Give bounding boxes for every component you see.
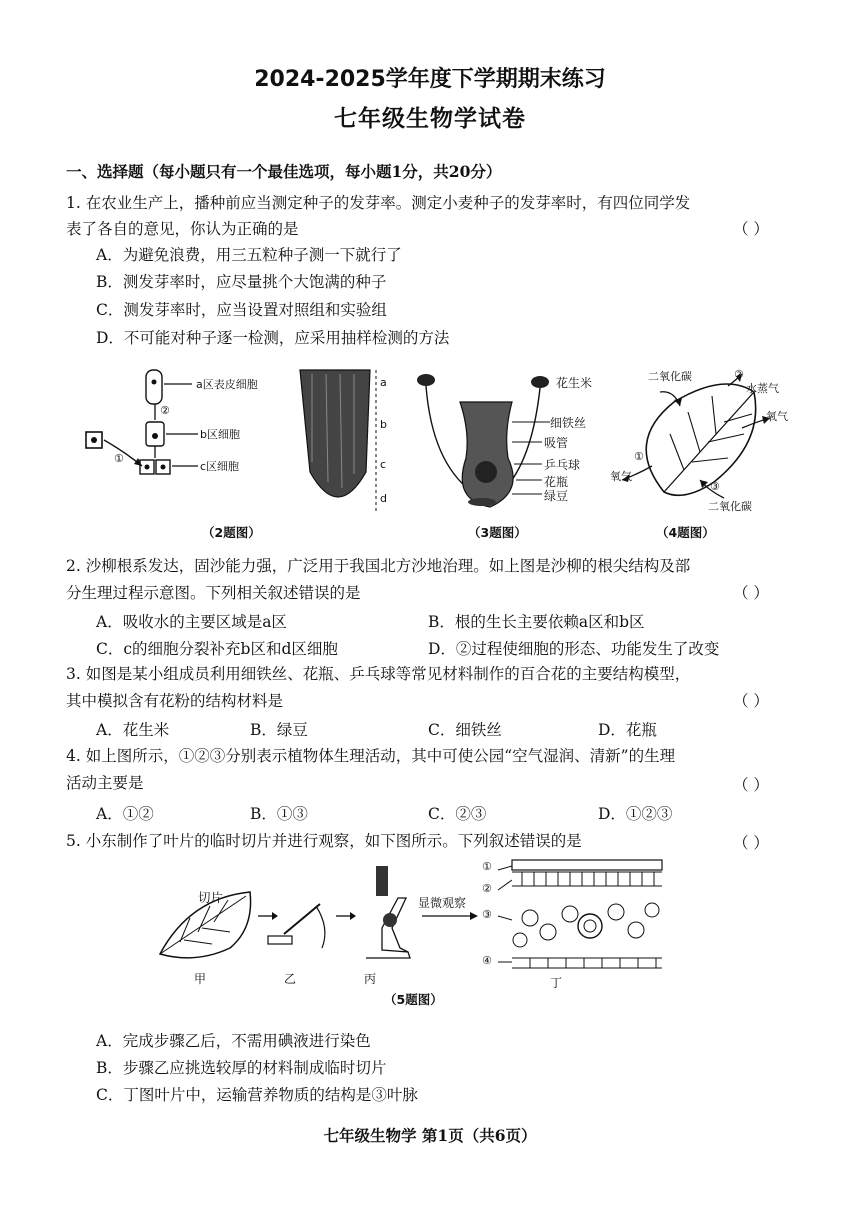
- zone-c-label: c: [380, 458, 387, 471]
- q2-option-d: D．②过程使细胞的形态、功能发生了改变: [428, 640, 720, 658]
- label-cut-section: 切片: [198, 890, 224, 905]
- label-oxygen-out: 氧气: [766, 410, 788, 423]
- figure-4-leaf: [604, 362, 804, 522]
- q5-stem: 5. 小东制作了叶片的临时切片并进行观察，如下图所示。下列叙述错误的是: [66, 832, 582, 850]
- figure-5-caption: （5题图）: [384, 992, 443, 1007]
- label-peanut: 花生米: [556, 376, 593, 390]
- structure-4: ④: [482, 954, 492, 967]
- mark-1: ①: [634, 450, 644, 463]
- q3-stem-line2: 其中模拟含有花粉的结构材料是: [66, 692, 284, 710]
- label-c-zone-cell: c区细胞: [200, 460, 240, 473]
- label-oxygen-in: 氧气: [610, 470, 632, 483]
- q3-stem-line1: 3. 如图是某小组成员利用细铁丝、花瓶、乒乓球等常见材料制作的百合花的主要结构模型，: [66, 665, 691, 683]
- q3-answer-paren: （ ）: [733, 692, 769, 710]
- label-microscope-observation: 显微观察: [418, 896, 467, 910]
- figure-2-caption: （2题图）: [202, 525, 261, 540]
- q4-option-b: B．①③: [250, 805, 308, 823]
- process-mark-1: ①: [114, 452, 124, 465]
- page-footer: 七年级生物学 第1页（共6页）: [323, 1126, 537, 1145]
- label-co2-in: 二氧化碳: [648, 370, 692, 383]
- q4-option-d: D．①②③: [598, 805, 673, 823]
- q2-option-c: C．c的细胞分裂补充b区和d区细胞: [96, 640, 338, 658]
- q4-stem-line1: 4. 如上图所示，①②③分别表示植物体生理活动，其中可使公园“空气湿润、清新”的生理: [66, 747, 676, 765]
- q2-option-a: A．吸收水的主要区域是a区: [96, 613, 287, 631]
- q3-option-a: A．花生米: [96, 721, 170, 739]
- figure-2-root-tip: [80, 362, 400, 522]
- structure-3: ③: [482, 908, 492, 921]
- figure-3-caption: （3题图）: [468, 525, 527, 540]
- q5-option-b: B．步骤乙应挑选较厚的材料制成临时切片: [96, 1059, 387, 1077]
- q1-stem-line1: 1. 在农业生产上，播种前应当测定种子的发芽率。测定小麦种子的发芽率时，有四位同学发: [66, 194, 691, 212]
- label-b-zone-cell: b区细胞: [200, 428, 240, 441]
- label-wire: 细铁丝: [550, 416, 587, 430]
- q5-option-c: C．丁图叶片中，运输营养物质的结构是③叶脉: [96, 1086, 418, 1104]
- q4-option-a: A．①②: [96, 805, 154, 823]
- q5-answer-paren: （ ）: [733, 834, 769, 852]
- q2-option-b: B．根的生长主要依赖a区和b区: [428, 613, 645, 631]
- process-mark-2: ②: [160, 404, 170, 417]
- label-vase: 花瓶: [544, 475, 569, 489]
- step-ding: 丁: [550, 976, 563, 990]
- zone-d-label: d: [380, 492, 387, 505]
- q1-option-b: B．测发芽率时，应尽量挑个大饱满的种子: [96, 273, 387, 291]
- q4-answer-paren: （ ）: [733, 776, 769, 794]
- q3-option-b: B．绿豆: [250, 721, 308, 739]
- mark-3: ③: [710, 480, 720, 493]
- label-a-zone-cell: a区表皮细胞: [196, 378, 258, 391]
- q1-option-d: D．不可能对种子逐一检测，应采用抽样检测的方法: [96, 329, 450, 347]
- label-straw: 吸管: [544, 436, 569, 450]
- step-yi: 乙: [284, 972, 297, 986]
- mark-2: ②: [734, 368, 744, 381]
- label-water-vapor: 水蒸气: [746, 382, 779, 395]
- figure-4-caption: （4题图）: [656, 525, 715, 540]
- step-bing: 丙: [364, 972, 377, 986]
- step-jia: 甲: [194, 972, 207, 986]
- exam-subtitle: 七年级生物学试卷: [334, 106, 526, 132]
- q2-answer-paren: （ ）: [733, 584, 769, 602]
- q2-stem-line1: 2. 沙柳根系发达，固沙能力强，广泛用于我国北方沙地治理。如上图是沙柳的根尖结构及部: [66, 557, 691, 575]
- label-co2-out: 二氧化碳: [708, 500, 752, 513]
- q4-option-c: C．②③: [428, 805, 487, 823]
- label-mung-bean: 绿豆: [544, 489, 569, 503]
- q2-stem-line2: 分生理过程示意图。下列相关叙述错误的是: [66, 584, 361, 602]
- q5-option-a: A．完成步骤乙后，不需用碘液进行染色: [96, 1032, 371, 1050]
- structure-2: ②: [482, 882, 492, 895]
- q3-option-d: D．花瓶: [598, 721, 657, 739]
- figure-5-leaf-section: [150, 858, 670, 998]
- section-heading: 一、选择题（每小题只有一个最佳选项，每小题1分，共20分）: [66, 162, 502, 181]
- q1-stem-line2: 表了各自的意见，你认为正确的是: [66, 220, 299, 238]
- exam-title: 2024-2025学年度下学期期末练习: [254, 67, 606, 92]
- q1-option-a: A．为避免浪费，用三五粒种子测一下就行了: [96, 246, 402, 264]
- zone-b-label: b: [380, 418, 387, 431]
- zone-a-label: a: [380, 376, 387, 389]
- q1-answer-paren: （ ）: [733, 220, 769, 238]
- label-ping-pong-ball: 乒乓球: [544, 458, 581, 472]
- figure-3-flower-model: [412, 362, 612, 522]
- q4-stem-line2: 活动主要是: [66, 774, 144, 792]
- q3-option-c: C．细铁丝: [428, 721, 502, 739]
- q1-option-c: C．测发芽率时，应当设置对照组和实验组: [96, 301, 387, 319]
- structure-1: ①: [482, 860, 492, 873]
